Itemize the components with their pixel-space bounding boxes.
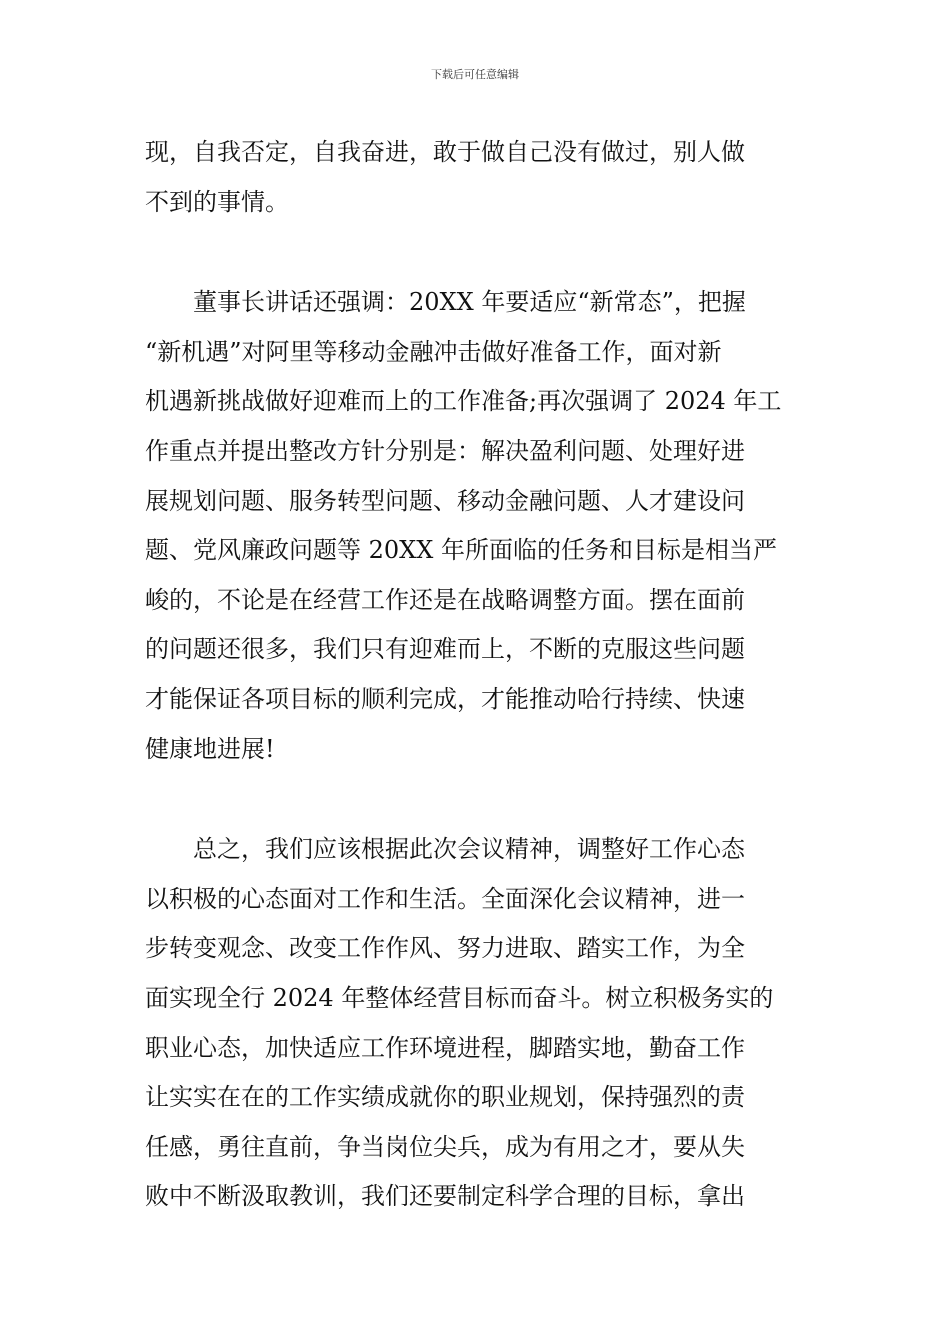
text-line: 作重点并提出整改方针分别是：解决盈利问题、处理好进: [145, 436, 745, 465]
text-line: 现，自我否定，自我奋进，敢于做自己没有做过，别人做: [145, 138, 745, 166]
text-line: 峻的，不论是在经营工作还是在战略调整方面。摆在面前: [145, 585, 745, 614]
text-line: 不到的事情。: [145, 187, 289, 216]
paragraph-summary: [145, 825, 815, 1222]
document-body: [145, 128, 815, 1222]
text-line: 败中不断汲取教训，我们还要制定科学合理的目标，拿出: [145, 1182, 745, 1211]
text-line: 步转变观念、改变工作作风、努力进取、踏实工作，为全: [145, 934, 745, 963]
text-line: 职业心态，加快适应工作环境进程，脚踏实地，勤奋工作: [145, 1033, 745, 1062]
text-line: 以积极的心态面对工作和生活。全面深化会议精神，进一: [145, 884, 745, 913]
text-line: 的问题还很多，我们只有迎难而上，不断的克服这些问题: [145, 635, 745, 664]
paragraph-continuation: [145, 128, 815, 227]
text-line: 题、党风廉政问题等 20XX 年所面临的任务和目标是相当严: [145, 536, 777, 565]
text-line: 总之，我们应该根据此次会议精神，调整好工作心态: [193, 835, 745, 864]
text-line: 机遇新挑战做好迎难而上的工作准备;再次强调了 2024 年工: [145, 387, 782, 416]
text-line: 董事长讲话还强调：20XX 年要适应“新常态”，把握: [193, 288, 746, 317]
text-line: 健康地进展!: [145, 734, 275, 763]
page-header: 下载后可任意编辑: [431, 68, 519, 81]
text-line: “新机遇”对阿里等移动金融冲击做好准备工作，面对新: [145, 337, 722, 366]
text-line: 让实实在在的工作实绩成就你的职业规划，保持强烈的责: [145, 1083, 745, 1112]
text-line: 任感，勇往直前，争当岗位尖兵，成为有用之才，要从失: [145, 1132, 745, 1161]
text-line: 才能保证各项目标的顺利完成，才能推动哈行持续、快速: [145, 684, 745, 713]
paragraph-chairman-speech: [145, 278, 815, 774]
text-line: 面实现全行 2024 年整体经营目标而奋斗。树立积极务实的: [145, 983, 774, 1012]
text-line: 展规划问题、服务转型问题、移动金融问题、人才建设问: [145, 486, 745, 515]
